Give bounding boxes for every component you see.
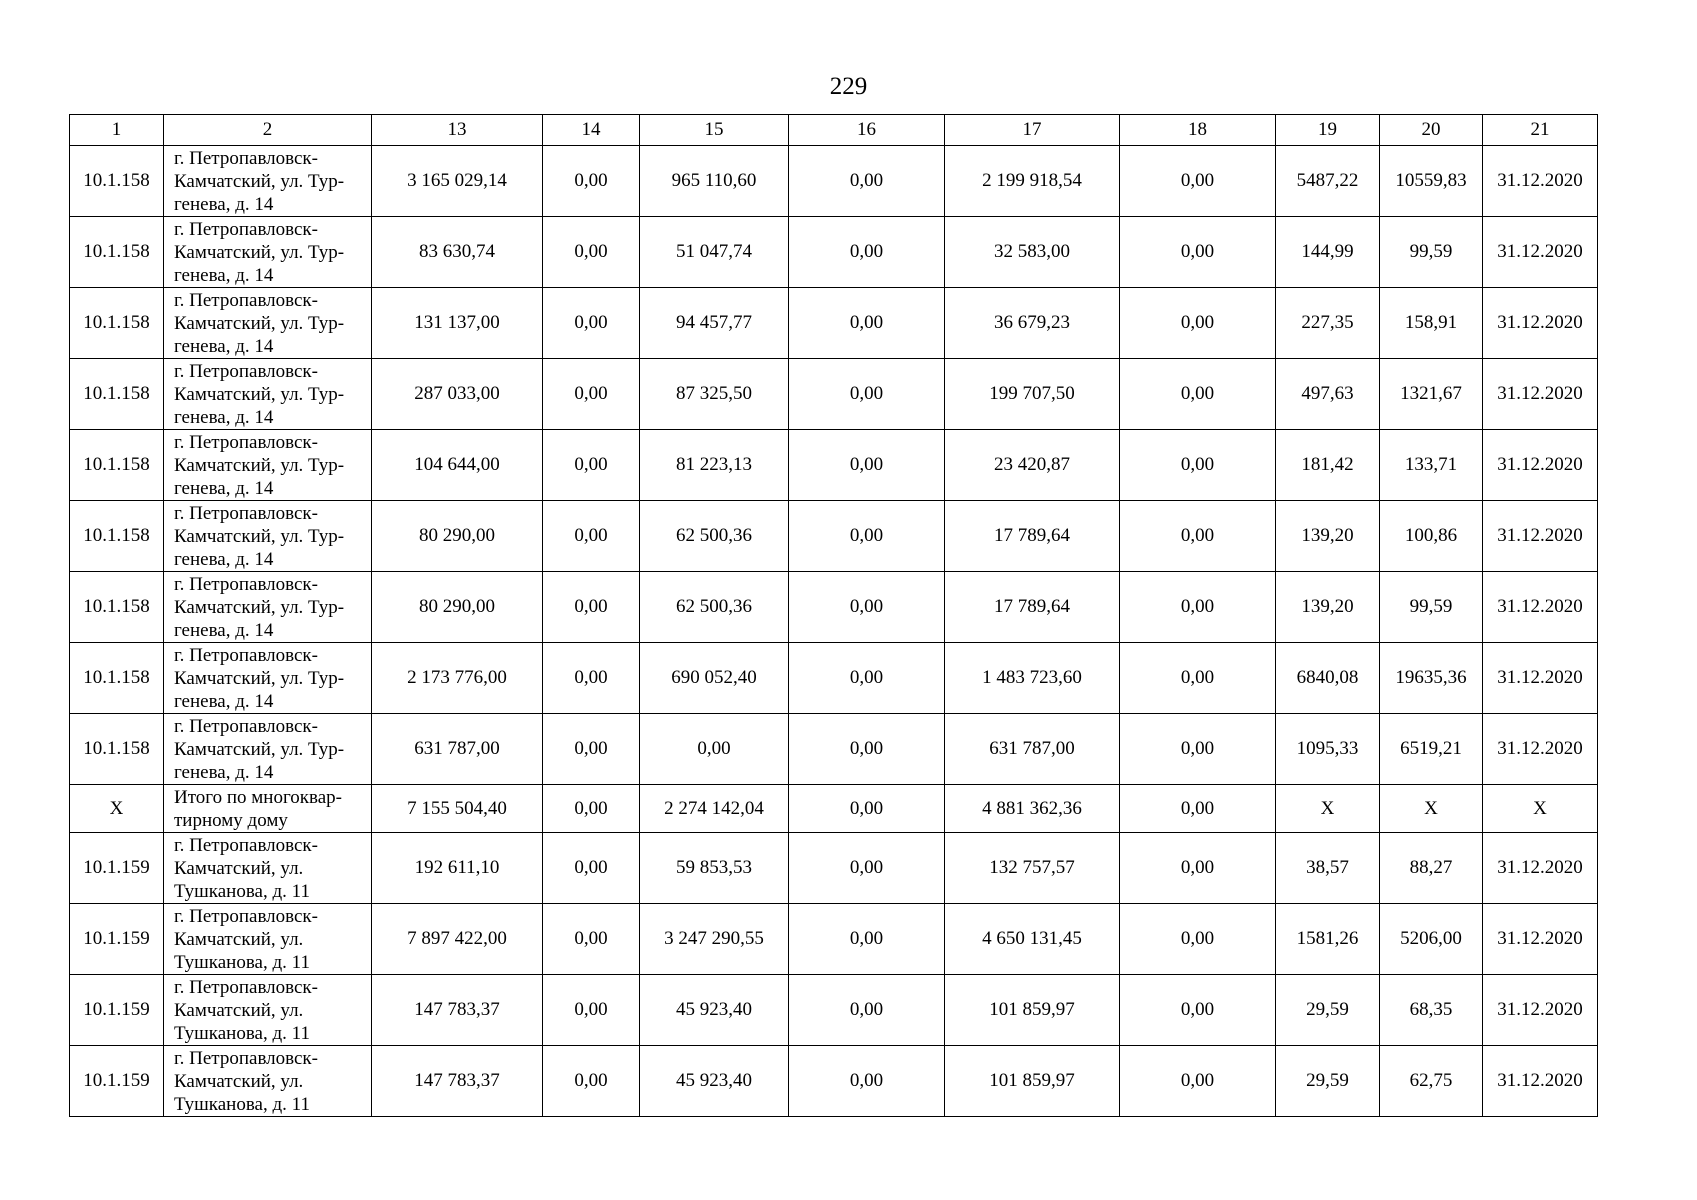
cell-col-21: 31.12.2020	[1483, 359, 1598, 430]
cell-col-13: 147 783,37	[372, 975, 543, 1046]
cell-col-14: 0,00	[543, 501, 640, 572]
cell-col-18: 0,00	[1120, 785, 1276, 833]
table-row	[70, 975, 1598, 1046]
cell-col-20: 68,35	[1380, 975, 1483, 1046]
column-header-2: 2	[164, 115, 372, 146]
table-row	[70, 572, 1598, 643]
cell-col-16: 0,00	[789, 975, 945, 1046]
cell-col-1: 10.1.159	[70, 1046, 164, 1117]
cell-col-16: 0,00	[789, 501, 945, 572]
cell-col-19: 1581,26	[1276, 904, 1380, 975]
cell-col-1: 10.1.158	[70, 288, 164, 359]
cell-col-17: 2 199 918,54	[945, 146, 1120, 217]
column-header-13: 13	[372, 115, 543, 146]
cell-col-16: 0,00	[789, 904, 945, 975]
cell-col-17: 23 420,87	[945, 430, 1120, 501]
cell-col-16: 0,00	[789, 217, 945, 288]
cell-col-1: 10.1.158	[70, 643, 164, 714]
cell-col-17: 1 483 723,60	[945, 643, 1120, 714]
cell-col-13: 2 173 776,00	[372, 643, 543, 714]
cell-col-13: 631 787,00	[372, 714, 543, 785]
cell-col-14: 0,00	[543, 430, 640, 501]
cell-col-18: 0,00	[1120, 288, 1276, 359]
page-number: 229	[829, 73, 868, 100]
cell-col-15: 2 274 142,04	[640, 785, 789, 833]
column-header-18: 18	[1120, 115, 1276, 146]
column-header-20: 20	[1380, 115, 1483, 146]
cell-col-17: 4 650 131,45	[945, 904, 1120, 975]
column-header-14: 14	[543, 115, 640, 146]
data-table	[69, 114, 1598, 1117]
cell-col-15: 0,00	[640, 714, 789, 785]
cell-col-17: 17 789,64	[945, 501, 1120, 572]
cell-col-17: 631 787,00	[945, 714, 1120, 785]
cell-col-15: 690 052,40	[640, 643, 789, 714]
cell-col-1: 10.1.158	[70, 501, 164, 572]
cell-col-1: X	[70, 785, 164, 833]
cell-col-2: г. Петропавловск- Камчатский, ул. Тушканова, д. 11	[164, 975, 372, 1046]
cell-col-2: г. Петропавловск- Камчатский, ул. Тур- генева, д. 14	[164, 217, 372, 288]
cell-col-18: 0,00	[1120, 430, 1276, 501]
cell-col-20: 133,71	[1380, 430, 1483, 501]
cell-col-15: 62 500,36	[640, 572, 789, 643]
cell-col-20: X	[1380, 785, 1483, 833]
cell-col-2: г. Петропавловск- Камчатский, ул. Тушканова, д. 11	[164, 904, 372, 975]
cell-col-18: 0,00	[1120, 975, 1276, 1046]
cell-col-21: 31.12.2020	[1483, 975, 1598, 1046]
cell-col-2: г. Петропавловск- Камчатский, ул. Тур- генева, д. 14	[164, 288, 372, 359]
cell-col-19: 144,99	[1276, 217, 1380, 288]
cell-col-20: 10559,83	[1380, 146, 1483, 217]
cell-col-21: 31.12.2020	[1483, 714, 1598, 785]
cell-col-2: г. Петропавловск- Камчатский, ул. Тур- генева, д. 14	[164, 359, 372, 430]
cell-col-15: 81 223,13	[640, 430, 789, 501]
table-body	[70, 146, 1598, 1117]
cell-col-20: 88,27	[1380, 833, 1483, 904]
column-header-16: 16	[789, 115, 945, 146]
cell-col-2: г. Петропавловск- Камчатский, ул. Тушканова, д. 11	[164, 1046, 372, 1117]
cell-col-18: 0,00	[1120, 714, 1276, 785]
cell-col-14: 0,00	[543, 217, 640, 288]
table-row	[70, 146, 1598, 217]
cell-col-2: г. Петропавловск- Камчатский, ул. Тур- генева, д. 14	[164, 572, 372, 643]
column-header-17: 17	[945, 115, 1120, 146]
cell-col-19: 29,59	[1276, 975, 1380, 1046]
table-row	[70, 288, 1598, 359]
cell-col-15: 51 047,74	[640, 217, 789, 288]
cell-col-14: 0,00	[543, 975, 640, 1046]
cell-col-20: 5206,00	[1380, 904, 1483, 975]
cell-col-2: Итого по многоквар- тирному дому	[164, 785, 372, 833]
cell-col-14: 0,00	[543, 714, 640, 785]
cell-col-17: 199 707,50	[945, 359, 1120, 430]
cell-col-16: 0,00	[789, 146, 945, 217]
cell-col-2: г. Петропавловск- Камчатский, ул. Тур- генева, д. 14	[164, 714, 372, 785]
cell-col-1: 10.1.158	[70, 217, 164, 288]
header-row	[70, 115, 1598, 146]
column-header-21: 21	[1483, 115, 1598, 146]
cell-col-21: 31.12.2020	[1483, 1046, 1598, 1117]
cell-col-15: 45 923,40	[640, 1046, 789, 1117]
table-row	[70, 501, 1598, 572]
cell-col-20: 62,75	[1380, 1046, 1483, 1117]
cell-col-1: 10.1.159	[70, 904, 164, 975]
cell-col-18: 0,00	[1120, 1046, 1276, 1117]
cell-col-21: 31.12.2020	[1483, 146, 1598, 217]
cell-col-2: г. Петропавловск- Камчатский, ул. Тур- генева, д. 14	[164, 643, 372, 714]
cell-col-16: 0,00	[789, 572, 945, 643]
cell-col-15: 965 110,60	[640, 146, 789, 217]
cell-col-21: 31.12.2020	[1483, 643, 1598, 714]
cell-col-21: 31.12.2020	[1483, 904, 1598, 975]
cell-col-18: 0,00	[1120, 146, 1276, 217]
cell-col-14: 0,00	[543, 904, 640, 975]
cell-col-16: 0,00	[789, 643, 945, 714]
cell-col-13: 3 165 029,14	[372, 146, 543, 217]
cell-col-20: 1321,67	[1380, 359, 1483, 430]
cell-col-20: 19635,36	[1380, 643, 1483, 714]
cell-col-13: 104 644,00	[372, 430, 543, 501]
cell-col-19: 139,20	[1276, 501, 1380, 572]
cell-col-20: 99,59	[1380, 217, 1483, 288]
cell-col-19: 5487,22	[1276, 146, 1380, 217]
cell-col-13: 131 137,00	[372, 288, 543, 359]
cell-col-2: г. Петропавловск- Камчатский, ул. Тур- генева, д. 14	[164, 430, 372, 501]
cell-col-2: г. Петропавловск- Камчатский, ул. Тушканова, д. 11	[164, 833, 372, 904]
cell-col-21: 31.12.2020	[1483, 430, 1598, 501]
table-row	[70, 833, 1598, 904]
cell-col-17: 17 789,64	[945, 572, 1120, 643]
cell-col-18: 0,00	[1120, 833, 1276, 904]
table-row	[70, 359, 1598, 430]
column-header-1: 1	[70, 115, 164, 146]
cell-col-17: 132 757,57	[945, 833, 1120, 904]
cell-col-18: 0,00	[1120, 217, 1276, 288]
cell-col-16: 0,00	[789, 785, 945, 833]
cell-col-16: 0,00	[789, 430, 945, 501]
cell-col-17: 32 583,00	[945, 217, 1120, 288]
table-row	[70, 643, 1598, 714]
cell-col-1: 10.1.158	[70, 714, 164, 785]
cell-col-17: 36 679,23	[945, 288, 1120, 359]
cell-col-20: 6519,21	[1380, 714, 1483, 785]
cell-col-15: 3 247 290,55	[640, 904, 789, 975]
cell-col-17: 101 859,97	[945, 975, 1120, 1046]
cell-col-15: 59 853,53	[640, 833, 789, 904]
cell-col-1: 10.1.159	[70, 975, 164, 1046]
table-row	[70, 904, 1598, 975]
cell-col-19: 29,59	[1276, 1046, 1380, 1117]
cell-col-15: 45 923,40	[640, 975, 789, 1046]
cell-col-2: г. Петропавловск- Камчатский, ул. Тур- генева, д. 14	[164, 501, 372, 572]
cell-col-21: 31.12.2020	[1483, 833, 1598, 904]
cell-col-17: 101 859,97	[945, 1046, 1120, 1117]
cell-col-14: 0,00	[543, 359, 640, 430]
cell-col-14: 0,00	[543, 146, 640, 217]
cell-col-16: 0,00	[789, 288, 945, 359]
cell-col-13: 147 783,37	[372, 1046, 543, 1117]
cell-col-1: 10.1.158	[70, 430, 164, 501]
cell-col-20: 99,59	[1380, 572, 1483, 643]
cell-col-14: 0,00	[543, 288, 640, 359]
cell-col-13: 7 155 504,40	[372, 785, 543, 833]
cell-col-14: 0,00	[543, 1046, 640, 1117]
cell-col-2: г. Петропавловск- Камчатский, ул. Тур- генева, д. 14	[164, 146, 372, 217]
cell-col-14: 0,00	[543, 572, 640, 643]
cell-col-19: X	[1276, 785, 1380, 833]
cell-col-18: 0,00	[1120, 904, 1276, 975]
cell-col-16: 0,00	[789, 359, 945, 430]
column-header-15: 15	[640, 115, 789, 146]
cell-col-15: 94 457,77	[640, 288, 789, 359]
cell-col-14: 0,00	[543, 833, 640, 904]
cell-col-19: 6840,08	[1276, 643, 1380, 714]
cell-col-15: 62 500,36	[640, 501, 789, 572]
cell-col-19: 227,35	[1276, 288, 1380, 359]
table-row	[70, 1046, 1598, 1117]
cell-col-18: 0,00	[1120, 572, 1276, 643]
cell-col-16: 0,00	[789, 1046, 945, 1117]
cell-col-19: 38,57	[1276, 833, 1380, 904]
cell-col-21: 31.12.2020	[1483, 572, 1598, 643]
cell-col-21: 31.12.2020	[1483, 501, 1598, 572]
cell-col-21: 31.12.2020	[1483, 288, 1598, 359]
cell-col-21: 31.12.2020	[1483, 217, 1598, 288]
cell-col-18: 0,00	[1120, 501, 1276, 572]
cell-col-19: 1095,33	[1276, 714, 1380, 785]
table-row	[70, 217, 1598, 288]
cell-col-17: 4 881 362,36	[945, 785, 1120, 833]
table-header	[70, 115, 1598, 146]
cell-col-1: 10.1.158	[70, 146, 164, 217]
cell-col-19: 497,63	[1276, 359, 1380, 430]
cell-col-16: 0,00	[789, 833, 945, 904]
cell-col-13: 80 290,00	[372, 501, 543, 572]
table-row	[70, 430, 1598, 501]
cell-col-13: 83 630,74	[372, 217, 543, 288]
cell-col-15: 87 325,50	[640, 359, 789, 430]
cell-col-19: 139,20	[1276, 572, 1380, 643]
cell-col-20: 100,86	[1380, 501, 1483, 572]
cell-col-18: 0,00	[1120, 359, 1276, 430]
cell-col-13: 192 611,10	[372, 833, 543, 904]
cell-col-20: 158,91	[1380, 288, 1483, 359]
cell-col-1: 10.1.159	[70, 833, 164, 904]
cell-col-19: 181,42	[1276, 430, 1380, 501]
cell-col-14: 0,00	[543, 643, 640, 714]
cell-col-13: 287 033,00	[372, 359, 543, 430]
table-row	[70, 714, 1598, 785]
total-row	[70, 785, 1598, 833]
column-header-19: 19	[1276, 115, 1380, 146]
cell-col-1: 10.1.158	[70, 359, 164, 430]
cell-col-1: 10.1.158	[70, 572, 164, 643]
cell-col-18: 0,00	[1120, 643, 1276, 714]
cell-col-13: 7 897 422,00	[372, 904, 543, 975]
cell-col-16: 0,00	[789, 714, 945, 785]
cell-col-14: 0,00	[543, 785, 640, 833]
cell-col-21: X	[1483, 785, 1598, 833]
cell-col-13: 80 290,00	[372, 572, 543, 643]
